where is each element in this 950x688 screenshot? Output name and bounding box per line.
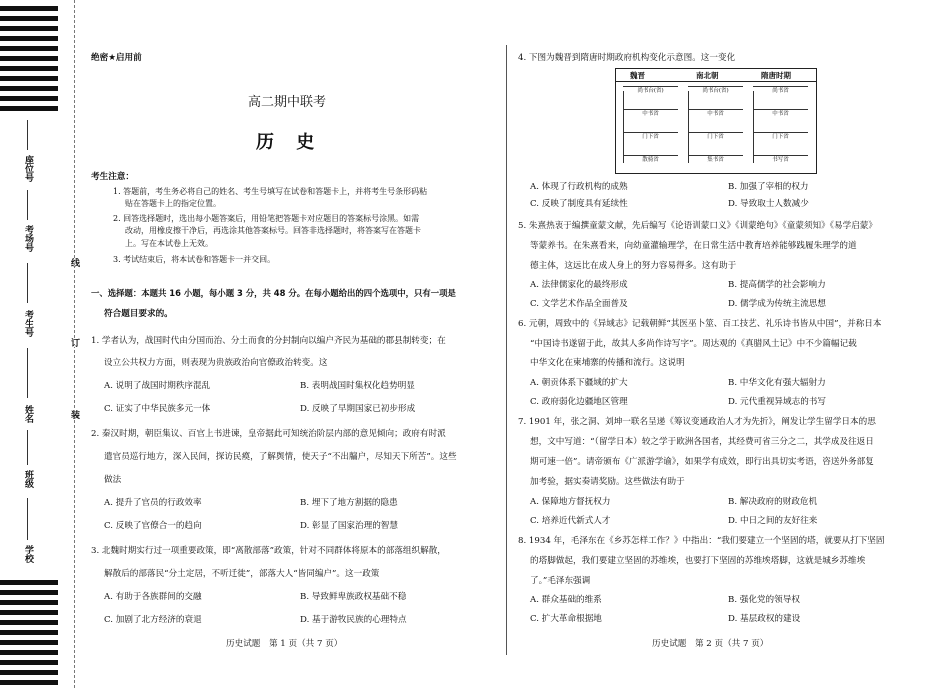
page-1-footer: 历史试题 第 1 页（共 7 页） <box>226 639 343 649</box>
q1-option-a[interactable]: A. 说明了战国时期秩序混乱 <box>104 381 211 391</box>
q6-option-b[interactable]: B. 中华文化有强大辐射力 <box>728 378 826 388</box>
diagram-c1-r3: 门下省 <box>623 132 678 142</box>
q7-line-3: 期可速一倍”。请帝颁布《广派游学谕》，如果学有成效，即行出具切实考语，咨送外务部复 <box>530 457 874 467</box>
q5-option-c[interactable]: C. 文学艺术作品全面普及 <box>530 299 628 309</box>
class-label: 班级 <box>23 470 33 488</box>
page-2-footer: 历史试题 第 2 页（共 7 页） <box>652 639 769 649</box>
q7-option-a[interactable]: A. 保障地方督抚权力 <box>530 497 611 507</box>
q4-option-c[interactable]: C. 反映了制度具有延续性 <box>530 199 628 209</box>
q8-option-b[interactable]: B. 强化党的领导权 <box>728 595 800 605</box>
q8-line-1: 8. 1934 年，毛泽东在《乡苏怎样工作？》中指出：“我们要建立一个坚固的塔，就要从打下坚固 <box>518 536 885 546</box>
q8-line-3: 了。”毛泽东强调 <box>530 576 591 586</box>
notice-2c: 上。写在本试卷上无效。 <box>125 239 213 248</box>
q7-line-2: 想，文中写道：“（留学日本）较之学于欧洲各国者，其经费可省三分之二，其学成及往返日 <box>530 437 874 447</box>
q4-option-b[interactable]: B. 加强了宰相的权力 <box>728 182 809 192</box>
q4-option-a[interactable]: A. 体现了行政机构的成熟 <box>530 182 628 192</box>
name-label: 姓名 <box>23 405 33 423</box>
q4-stem: 4. 下图为魏晋到隋唐时期政府机构变化示意图。这一变化 <box>518 53 736 63</box>
notice-2a: 2. 回答选择题时，选出每小题答案后，用铅笔把答题卡对应题目的答案标号涂黑。如需 <box>113 214 420 223</box>
diagram-col-weijin: 魏晋 <box>630 71 645 80</box>
q3-option-a[interactable]: A. 有助于各族群间的交融 <box>104 592 202 602</box>
q5-line-2: 等蒙养书。在朱熹看来，向幼童灌输理学，在日常生活中教育培养能够践履朱理学的道 <box>530 241 857 251</box>
cut-mark-pack: 装 <box>69 410 79 419</box>
school-label: 学校 <box>23 545 33 563</box>
q7-option-d[interactable]: D. 中日之间的友好往来 <box>728 516 818 526</box>
q1-line-1: 1. 学者认为，战国时代由分国而治、分土而食的分封制向以编户齐民为基础的郡县制转变；在 <box>91 336 446 346</box>
q2-option-b[interactable]: B. 埋下了地方割据的隐患 <box>300 498 398 508</box>
diagram-c3-r3: 门下省 <box>753 132 808 142</box>
q6-line-3: 中华文化在柬埔寨的传播和流行。这说明 <box>530 358 685 368</box>
secret-mark: 绝密★启用前 <box>91 53 142 63</box>
q1-option-c[interactable]: C. 证实了中华民族多元一体 <box>104 404 211 414</box>
exam-title: 高二期中联考 <box>248 95 327 110</box>
q3-line-2: 解散后的部落民“分土定居，不听迁徙”，部落大人“皆同编户”。这一政策 <box>104 569 380 579</box>
q7-option-b[interactable]: B. 解决政府的财政危机 <box>728 497 818 507</box>
q7-option-c[interactable]: C. 培养近代新式人才 <box>530 516 611 526</box>
q6-line-2: “中国诗书遂留于此，故其人多尚作诗写字”。周达观的《真腊风土记》中不少篇幅记载 <box>530 339 857 349</box>
q4-option-d[interactable]: D. 导致取士人数减少 <box>728 199 809 209</box>
agency-diagram <box>615 68 817 174</box>
diagram-c1-r2: 中书省 <box>623 109 678 119</box>
q5-option-b[interactable]: B. 提高儒学的社会影响力 <box>728 280 826 290</box>
q6-line-1: 6. 元朝，周致中的《异域志》记载朝鲜“其医巫卜筮、百工技艺、礼乐诗书皆从中国”，并称日本 <box>518 319 882 329</box>
q1-option-b[interactable]: B. 表明战国时集权化趋势明显 <box>300 381 415 391</box>
q3-option-b[interactable]: B. 导致鲜卑族政权基础不稳 <box>300 592 407 602</box>
q5-option-d[interactable]: D. 儒学成为传统主流思想 <box>728 299 826 309</box>
diagram-c3-r1: 尚书省 <box>753 86 808 96</box>
q6-option-d[interactable]: D. 元代重视异域志的书写 <box>728 397 826 407</box>
notice-3: 3. 考试结束后，将本试卷和答题卡一并交回。 <box>113 255 276 264</box>
q3-option-d[interactable]: D. 基于游牧民族的心理特点 <box>300 615 407 625</box>
q2-option-d[interactable]: D. 彰显了国家治理的智慧 <box>300 521 398 531</box>
q1-line-2: 设立公共权力方面，则表现为贵族政治向官僚政治转变。这 <box>104 358 328 368</box>
notice-title: 考生注意： <box>91 172 134 182</box>
diagram-c3-r4: 书写省 <box>753 155 808 165</box>
q8-option-c[interactable]: C. 扩大革命根据地 <box>530 614 602 624</box>
q3-option-c[interactable]: C. 加剧了北方经济的衰退 <box>104 615 202 625</box>
seat-number-label: 座位号 <box>23 155 33 182</box>
q1-option-d[interactable]: D. 反映了早期国家已初步形成 <box>300 404 416 414</box>
notice-1b: 贴在答题卡上的指定位置。 <box>125 199 221 208</box>
q2-line-2: 遣官员巡行地方，深入民间，探访民瘼，了解舆情，使天子“不出牖户，尽知天下所苦”。这些 <box>104 452 457 462</box>
q6-option-a[interactable]: A. 朝贡体系下疆域的扩大 <box>530 378 628 388</box>
q2-line-1: 2. 秦汉时期，朝臣集议、百官上书进谏，皇帝据此可知统治阶层内部的意见倾向；政府有时派 <box>91 429 446 439</box>
diagram-c2-r3: 门下省 <box>688 132 743 142</box>
subject-title: 历 史 <box>256 132 323 153</box>
diagram-c2-r2: 中书省 <box>688 109 743 119</box>
page-divider <box>506 45 507 655</box>
q5-option-a[interactable]: A. 法律儒家化的最终形成 <box>530 280 628 290</box>
q3-line-1: 3. 北魏时期实行过一项重要政策，即“离散部落”政策，针对不同群体将原本的部落组织解散， <box>91 546 446 556</box>
diagram-col-nanbeichao: 南北朝 <box>696 71 719 80</box>
section-heading-1: 一、选择题：本题共 16 小题，每小题 3 分，共 48 分。在每小题给出的四个选项中，只有一项是 <box>91 288 456 298</box>
section-heading-2: 符合题目要求的。 <box>104 309 173 319</box>
candidate-number-label: 考生号 <box>23 310 33 337</box>
q7-line-4: 加考验，据实奏请奖励。这些做法有助于 <box>530 477 685 487</box>
q8-line-2: 的塔脚做起，我们要建立坚固的苏维埃，也要打下坚固的苏维埃塔脚，这就是城乡苏维埃 <box>530 556 866 566</box>
q2-option-c[interactable]: C. 反映了官僚合一的趋向 <box>104 521 202 531</box>
q8-option-d[interactable]: D. 基层政权的建设 <box>728 614 801 624</box>
exam-room-label: 考场号 <box>23 225 33 252</box>
notice-2b: 改动，用橡皮擦干净后，再选涂其他答案标号。回答非选择题时，将答案写在答题卡 <box>125 226 421 235</box>
q5-line-3: 德主体，这远比在成人身上的努力容易得多。这有助于 <box>530 261 737 271</box>
diagram-c1-r1: 尚书台(省) <box>623 86 678 96</box>
q8-option-a[interactable]: A. 群众基础的维系 <box>530 595 602 605</box>
notice-1a: 1. 答题前，考生务必将自己的姓名、考生号填写在试卷和答题卡上，并将考生号条形码粘 <box>113 187 428 196</box>
binding-strip <box>0 0 58 688</box>
q7-line-1: 7. 1901 年，张之洞、刘坤一联名呈递《筹议变通政治人才为先折》，阐发让学生留学日本的思 <box>518 417 876 427</box>
diagram-c1-r4: 散骑省 <box>623 155 678 165</box>
diagram-c2-r1: 尚书台(省) <box>688 86 743 96</box>
diagram-col-suitang: 隋唐时期 <box>761 71 791 80</box>
cut-mark-bind: 订 <box>69 338 79 347</box>
q2-option-a[interactable]: A. 提升了官员的行政效率 <box>104 498 202 508</box>
diagram-c3-r2: 中书省 <box>753 109 808 119</box>
cut-mark-line: 线 <box>69 258 79 267</box>
diagram-c2-r4: 集书省 <box>688 155 743 165</box>
q6-option-c[interactable]: C. 政府弱化边疆地区管理 <box>530 397 628 407</box>
q2-line-3: 做法 <box>104 475 122 485</box>
q5-line-1: 5. 朱熹热衷于编撰童蒙文献，先后编写《论语训蒙口义》《训蒙绝句》《童蒙须知》《易学启蒙》 <box>518 221 877 231</box>
